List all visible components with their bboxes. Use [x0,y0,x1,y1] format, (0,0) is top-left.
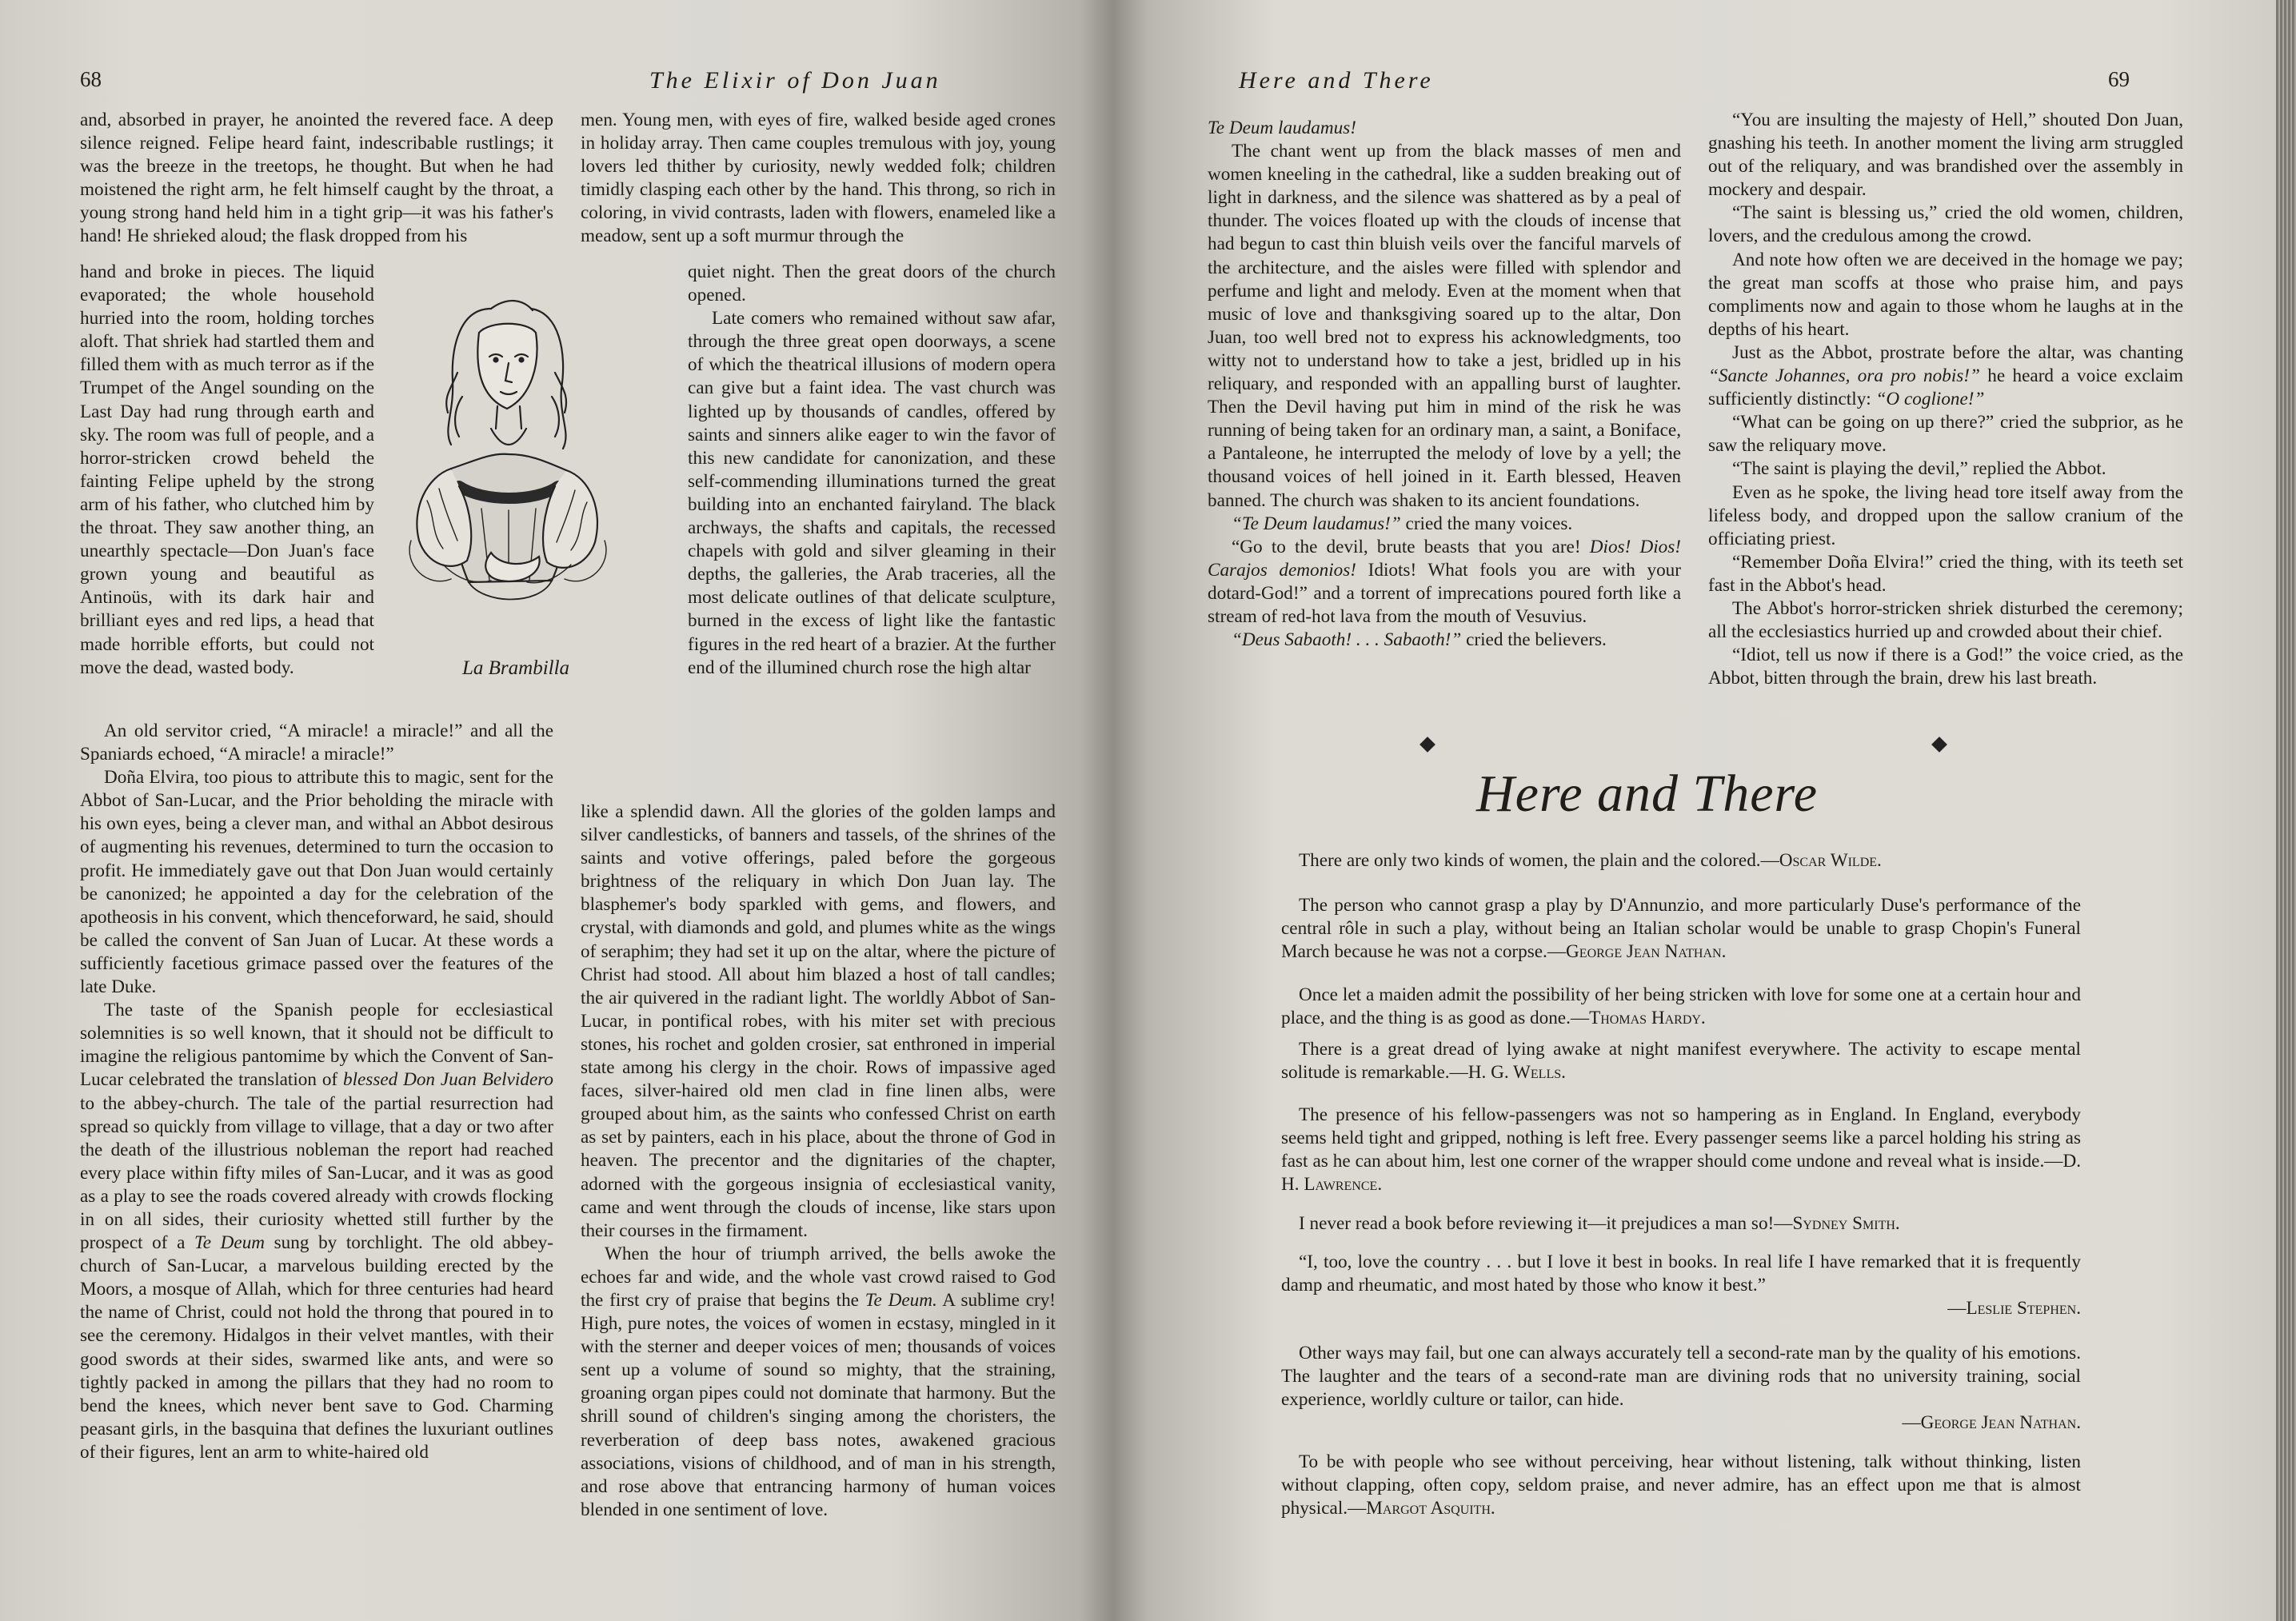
quote: Once let a maiden admit the possibility of her being stricken with love for some one at a certain hour and place, and the thing is as good as done.—Thomas Hardy. [1281,984,2081,1028]
illustration-caption: La Brambilla [462,657,570,679]
column-left-2-top [581,109,1056,249]
paragraph: “Deus Sabaoth! . . . Sabaoth!” cried the believers. [1232,629,1607,651]
paragraph: “Go to the devil, brute beasts that you are! Dios! Dios! Carajos demonios! Idiots! What fools you are with your dotard-God!” and a torrent of imprecations poured forth like a stream of red-hot lava from the mouth of Vesuvius. [1208,536,1682,627]
paragraph: “The saint is blessing us,” cried the old women, children, lovers, and the credulous among the crowd. [1708,202,2183,247]
paragraph: quiet night. Then the great doors of the church opened. [688,262,1056,306]
ornament-diamond [1931,737,1947,753]
quote-author: D. H. Lawrence. [1281,1151,2081,1195]
paragraph: hand and broke in pieces. The liquid evaporated; the whole household hurried into the room, holding torches aloft. That shriek had startled them and filled them with as much terror as if the Trumpet of the Angel sounding on the Last Day had rung through earth and sky. The room was full of people, and a horror-stricken crowd beheld the fainting Felipe upheld by the strong arm of his father, who clutched him by the throat. They saw another thing, an unearthly spectacle—Don Juan's face grown young and beautiful as Antinoüs, with its dark hair and brilliant eyes and red lips, a head that made horrible efforts, but could not move the dead, wasted body. [80,262,374,678]
paragraph: men. Young men, with eyes of fire, walked beside aged crones in holiday array. Then came couples tremulous with joy, young lovers led thither by curiosity, newly wedded folk; children timidly clasping each other by the hand. This throng, so rich in coloring, in vivid contrasts, laden with flowers, enameled like a meadow, sent up a soft murmur through the [581,110,1056,247]
heading-italic: Te Deum laudamus! [1208,118,1356,138]
column-right-1 [1208,117,1681,652]
paragraph: like a splendid dawn. All the glories of the golden lamps and silver candlesticks, of banners and tassels, of the shrines of the saints and votive offerings, paled before the gorgeous brightness of the reliquary in which Don Juan lay. The blasphemer's body sparkled with gems, and flowers, and crystal, with diamonds and gold, and plumes white as the wings of seraphim; they had set it up on the altar, where the picture of Christ had stood. All about him blazed a host of tall candles; the air quivered in the radiant light. The worldly Abbot of San-Lucar, in pontifical robes, with his miter set with precious stones, his rochet and golden crosier, sat enthroned in imperial state among his clergy in the choir. Rows of impassive aged faces, silver-haired old men clad in fine linen albs, were grouped about him, as the saints who confessed Christ on earth as set by painters, each in his place, about the throne of God in heaven. The precentor and the dignitaries of the chapter, adorned with the gorgeous insignia of ecclesiastical vanity, came and went through the clouds of incense, like stars upon their courses in the firmament. [581,801,1056,1241]
paragraph: The taste of the Spanish people for ecclesiastical solemnities is so well known, that it should not be difficult to imagine the religious pantomime by which the Convent of San-Lucar celebrated the translation of blessed Don Juan Belvidero to the abbey-church. The tale of the partial resurrection had spread so quickly from village to village, that a day or two after the death of the illustrious nobleman the report had reached every place within fifty miles of San-Lucar, and it was as good as a play to see the roads covered already with crowds flocking in on all sides, their curiosity whetted still further by the prospect of a Te Deum sung by torchlight. The old abbey-church of San-Lucar, a marvelous building erected by the Moors, a mosque of Allah, which for three centuries had heard the name of Christ, could not hold the throng that poured in to see the ceremony. Hidalgos in their velvet mantles, with their good swords at their sides, swarmed like ants, and were so tightly packed in among the pillars that they had no room to bend the knees, which never bent save to God. Charming peasant girls, in the basquina that defines the luxuriant outlines of their figures, lent an arm to white-haired old [80,1000,554,1463]
paragraph: Even as he spoke, the living head tore itself away from the lifeless body, and dropped upon the sallow cranium of the officiating priest. [1708,481,2183,549]
running-title: The Elixir of Don Juan [649,67,941,94]
quote-author: Sydney Smith. [1792,1213,1900,1234]
right-page [1113,0,2276,1621]
paragraph: “Idiot, tell us now if there is a God!” the voice cried, as the Abbot, bitten through the brain, drew his last breath. [1708,645,2183,689]
paragraph: When the hour of triumph arrived, the bells awoke the echoes far and wide, and the whole vast crowd raised to God the first cry of praise that begins the Te Deum. A sublime cry! High, pure notes, the voices of women in ecstasy, mingled in it with the sterner and deeper voices of men; thousands of voices sent up a volume of sound so mighty, that the straining, groaning organ pipes could not dominate that harmony. But the shrill sound of children's singing among the choristers, the reverberation of deep bass notes, awakened gracious associations, visions of childhood, and of man in his strength, and rose above that entrancing harmony of human voices blended in one sentiment of love. [581,1243,1056,1520]
quote-author: —George Jean Nathan. [1902,1412,2081,1433]
paragraph: Late comers who remained without saw afar, through the three great open doorways, a scene of which the theatrical illusions of modern opera can give but a faint idea. The vast church was lighted up by thousands of candles, offered by saints and sinners alike eager to win the favor of this new candidate for canonization, and these self-commending illuminations turned the great building into an enchanted fairyland. The black archways, the shafts and capitals, the recessed chapels with gold and silver gleaming in their depths, the galleries, the Arab traceries, all the most delicate outlines of that delicate sculpture, burned in the excess of light like the fantastic figures in the red heart of a brazier. At the further end of the illumined church rose the high altar [688,308,1056,678]
section-title: Here and There [1476,765,1819,823]
paragraph: Just as the Abbot, prostrate before the altar, was chanting “Sancte Johannes, ora pro nobis!” he heard a voice exclaim sufficiently distinctly: “O coglione!” [1708,341,2183,410]
column-left-2-bottom [581,801,1056,1522]
quote-author: H. G. Wells. [1467,1062,1566,1083]
column-right-2 [1708,109,2183,690]
quote: The person who cannot grasp a play by D'Annunzio, and more particularly Duse's performance of the central rôle in such a play, without being an Italian scholar would be unable to grasp Chopin's Funeral March because he was not a corpse.—George Jean Nathan. [1281,895,2081,962]
quote: Other ways may fail, but one can always accurately tell a second-rate man by the quality of his emotions. The laughter and the tears of a second-rate man are divining rods that no university training, social experience, worldly culture or tailor, can hide. —George Jean Nathan. [1281,1343,2081,1433]
page-number: 69 [2108,67,2130,91]
paragraph: “You are insulting the majesty of Hell,” shouted Don Juan, gnashing his teeth. In another moment the living arm struggled out of the reliquary, and was brandished over the assembly in mockery and despair. [1708,110,2183,201]
column-left-1-narrow [80,261,374,680]
quote: To be with people who see without perceiving, hear without listening, talk without thinking, listen without clapping, often copy, seldom praise, and never admire, has an effect upon me that is almost physical.—Margot Asquith. [1281,1451,2081,1519]
column-left-2-narrow [688,261,1056,680]
column-left-1-top [80,109,553,249]
la-brambilla-illustration [395,277,614,653]
quote-author: Margot Asquith. [1366,1498,1495,1519]
quote: I never read a book before reviewing it—it prejudices a man so!—Sydney Smith. [1299,1213,1900,1234]
running-title: Here and There [1239,67,1434,94]
paragraph: The Abbot's horror-stricken shriek disturbed the ceremony; all the ecclesiastics hurried up and crowded about their chief. [1708,597,2183,643]
paragraph: “The saint is playing the devil,” replied the Abbot. [1732,458,2106,480]
paragraph: “What can be going on up there?” cried the subprior, as he saw the reliquary move. [1708,412,2183,457]
quote-author: George Jean Nathan. [1566,941,1727,962]
quote-author: Thomas Hardy. [1589,1008,1706,1028]
quote: The presence of his fellow-passengers was not so hampering as in England. In England, everybody seems held tight and gripped, nothing is left free. Every passenger seems like a parcel holding his string as fast as he can about him, lest one corner of the wrapper should come undone and reveal what is inside.—D. H. Lawrence. [1281,1104,2081,1195]
quote-author: Oscar Wilde. [1779,850,1882,871]
page-number: 68 [80,67,102,91]
paragraph: “Te Deum laudamus!” cried the many voices. [1232,513,1573,534]
quote: “I, too, love the country . . . but I love it best in books. In real life I have remarked that it is frequently damp and rheumatic, and most hated by those who know it best.” —Leslie Stephen. [1281,1252,2081,1319]
ornament-diamond [1420,737,1435,753]
paragraph: and, absorbed in prayer, he anointed the revered face. A deep silence reigned. Felipe heard faint, indescribable rustlings; it was the breeze in the treetops, he thought. But when he had moistened the right arm, he felt himself caught by the throat, a young strong hand held him in a tight grip—it was his father's hand! He shrieked aloud; the flask dropped from his [80,110,553,247]
quote: There are only two kinds of women, the plain and the colored.—Oscar Wilde. [1299,850,1882,871]
paragraph: And note how often we are deceived in the homage we pay; the great man scoffs at those who praise him, and pays compliments now and again to those whom he laughs at in the depths of his heart. [1708,249,2183,340]
book-page-edges [2276,0,2296,1621]
quote-author: —Leslie Stephen. [1947,1298,2081,1319]
column-left-1-bottom [80,720,553,1464]
paragraph: An old servitor cried, “A miracle! a miracle!” and all the Spaniards echoed, “A miracle! a miracle!” [80,721,553,765]
paragraph: The chant went up from the black masses of men and women kneeling in the cathedral, like a sudden breaking out of light in darkness, and the silence was shattered as by a peal of thunder. The voices floated up with the clouds of incense that had begun to cast thin bluish veils over the fanciful marvels of the architecture, and the aisles were filled with splendor and perfume and light and melody. Even at the moment when that music of love and thanksgiving soared up to the altar, Don Juan, too well bred not to express his acknowledgments, too witty not to understand how to take a jest, bridled up in his reliquary, and responded with an appalling burst of laughter. Then the Devil having put him in mind of the risk he was running of being taken for an ordinary man, a saint, a Boniface, a Pantaleone, he interrupted the melody of love by a yell; the thousand voices of hell joined in it. Earth blessed, Heaven banned. The church was shaken to its ancient foundations. [1208,141,1681,511]
paragraph: “Remember Doña Elvira!” cried the thing, with its teeth set fast in the Abbot's head. [1708,551,2183,596]
left-page [0,0,1113,1621]
quote: There is a great dread of lying awake at night manifest everywhere. The activity to escape mental solitude is remarkable.—H. G. Wells. [1281,1039,2081,1083]
paragraph: Doña Elvira, too pious to attribute this to magic, sent for the Abbot of San-Lucar, and the Prior beholding the miracle with his own eyes, being a clever man, and withal an Abbot desirous of augmenting his revenues, determined to turn the occasion to profit. He immediately gave out that Don Juan would certainly be canonized; he appointed a day for the celebration of the apotheosis in his convent, which thenceforward, he said, should be called the convent of San Juan of Lucar. At these words a sufficiently facetious grimace passed over the features of the late Duke. [80,767,553,998]
